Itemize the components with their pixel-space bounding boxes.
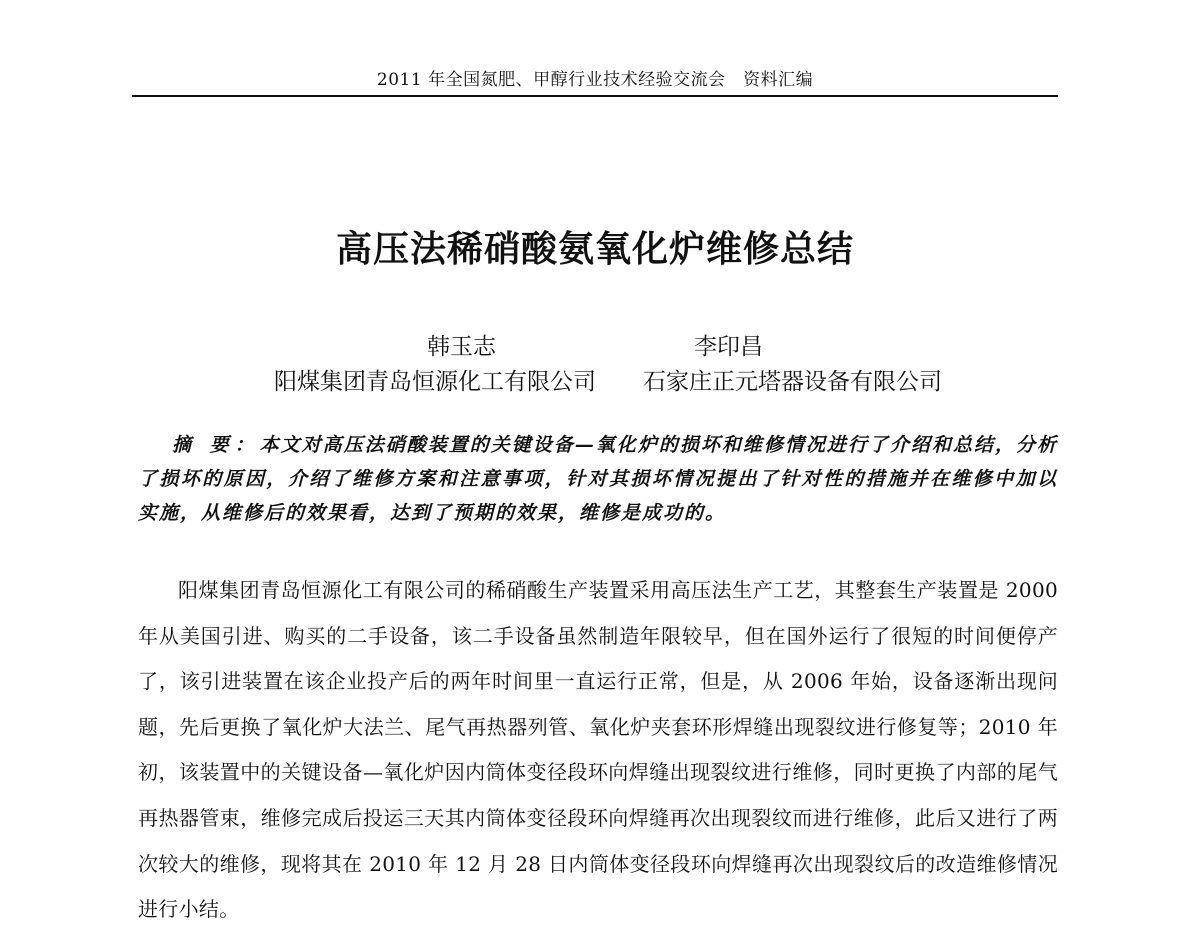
author-name-2: 李印昌	[694, 334, 763, 360]
abstract-label: 摘 要：	[172, 434, 260, 456]
author-name-1: 韩玉志	[427, 334, 496, 360]
author-affiliation-1: 阳煤集团青岛恒源化工有限公司	[274, 369, 596, 395]
abstract	[138, 428, 1058, 530]
running-header: 2011 年全国氮肥、甲醇行业技术经验交流会 资料汇编	[376, 70, 814, 90]
author-affiliation-2: 石家庄正元塔器设备有限公司	[643, 369, 942, 395]
article-title: 高压法稀硝酸氨氧化炉维修总结	[335, 229, 854, 270]
header-rule	[132, 95, 1058, 97]
abstract-text: 本文对高压法硝酸装置的关键设备—氧化炉的损坏和维修情况进行了介绍和总结，分析了损坏的原因，介绍了维修方案和注意事项，针对其损坏情况提出了针对性的措施并在维修中加以实施，从维修后的效果看，达到了预期的效果，维修是成功的。	[138, 434, 1058, 524]
body-paragraph: 阳煤集团青岛恒源化工有限公司的稀硝酸生产装置采用高压法生产工艺，其整套生产装置是 2000 年从美国引进、购买的二手设备，该二手设备虽然制造年限较早，但在国外运行了很短的时间便停产了，该引进装置在该企业投产后的两年时间里一直运行正常，但是，从 2006 年始，设备逐渐出现问题，先后更换了氧化炉大法兰、尾气再热器列管、氧化炉夹套环形焊缝出现裂纹进行修复等；2010 年初，该装置中的关键设备—氧化炉因内筒体变径段环向焊缝出现裂纹进行维修，同时更换了内部的尾气再热器管束，维修完成后投运三天其内筒体变径段环向焊缝再次出现裂纹而进行维修，此后又进行了两次较大的维修，现将其在 2010 年 12 月 28 日内筒体变径段环向焊缝再次出现裂纹后的改造维修情况进行小结。	[138, 578, 1058, 922]
